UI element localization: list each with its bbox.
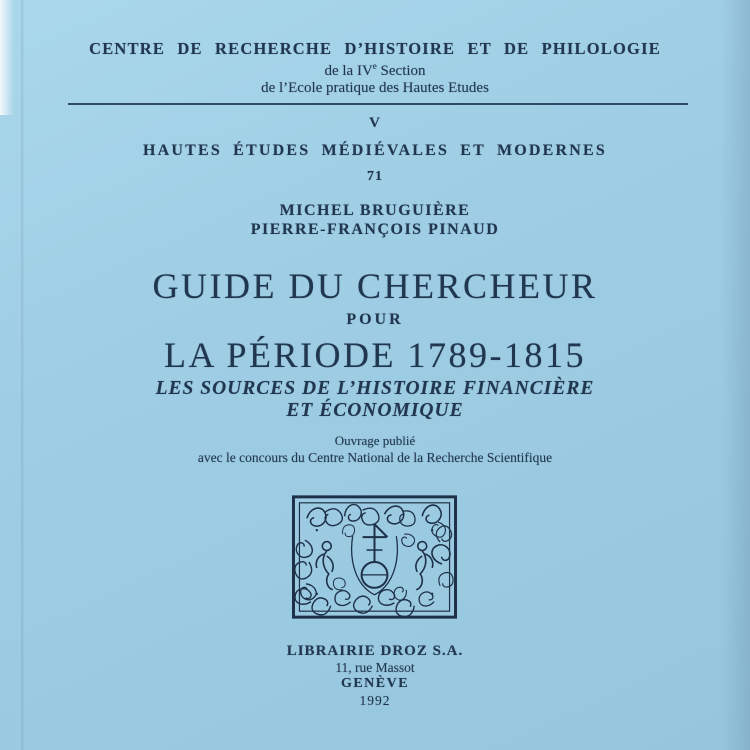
institution-section [0, 58, 750, 80]
institution-section-text: de la IV [324, 63, 373, 79]
acknowledgement-line2: avec le concours du Centre National de la Recherche Scientifique [197, 450, 553, 465]
publisher-address: 11, rue Massot [335, 659, 415, 675]
acknowledgement-line1: Ouvrage publié [334, 433, 416, 448]
publisher-city: GENÈVE [340, 676, 410, 691]
cover-fold-line [21, 0, 24, 750]
printer-device-figure [291, 494, 458, 620]
book-title-line3: LA PÉRIODE 1789-1815 [164, 335, 586, 375]
institution-name: CENTRE DE RECHERCHE D’HISTOIRE ET DE PHILOLOGIE [89, 39, 661, 58]
series-block [0, 115, 750, 185]
subtitle-block [0, 378, 750, 422]
institution-section-ordinal: e [372, 61, 377, 71]
institution-block [0, 40, 750, 97]
institution-section-suffix: Section [376, 63, 426, 79]
institution-school: de l’Ecole pratique des Hautes Etudes [261, 80, 489, 96]
publication-year: 1992 [359, 692, 391, 708]
authors-block [0, 202, 750, 239]
title-block [0, 266, 750, 375]
author-name: PIERRE-FRANÇOIS PINAUD [250, 220, 500, 238]
series-name: HAUTES ÉTUDES MÉDIÉVALES ET MODERNES [142, 142, 608, 159]
acknowledgement-block [0, 432, 750, 466]
photo-edge-shadow [720, 0, 750, 750]
subtitle-line1: LES SOURCES DE L’HISTOIRE FINANCIÈRE [155, 378, 595, 399]
series-number: 71 [367, 169, 383, 184]
droz-printer-device-icon [291, 494, 458, 620]
publisher-block [0, 643, 750, 709]
series-volume-roman: V [369, 115, 381, 131]
book-title-line2: POUR [346, 311, 404, 328]
publisher-name: LIBRAIRIE DROZ S.A. [286, 643, 464, 659]
divider-rule [68, 103, 688, 105]
book-title-line1: GUIDE DU CHERCHEUR [152, 266, 598, 306]
subtitle-line2: ET ÉCONOMIQUE [286, 400, 464, 421]
author-name: MICHEL BRUGUIÈRE [279, 202, 471, 219]
